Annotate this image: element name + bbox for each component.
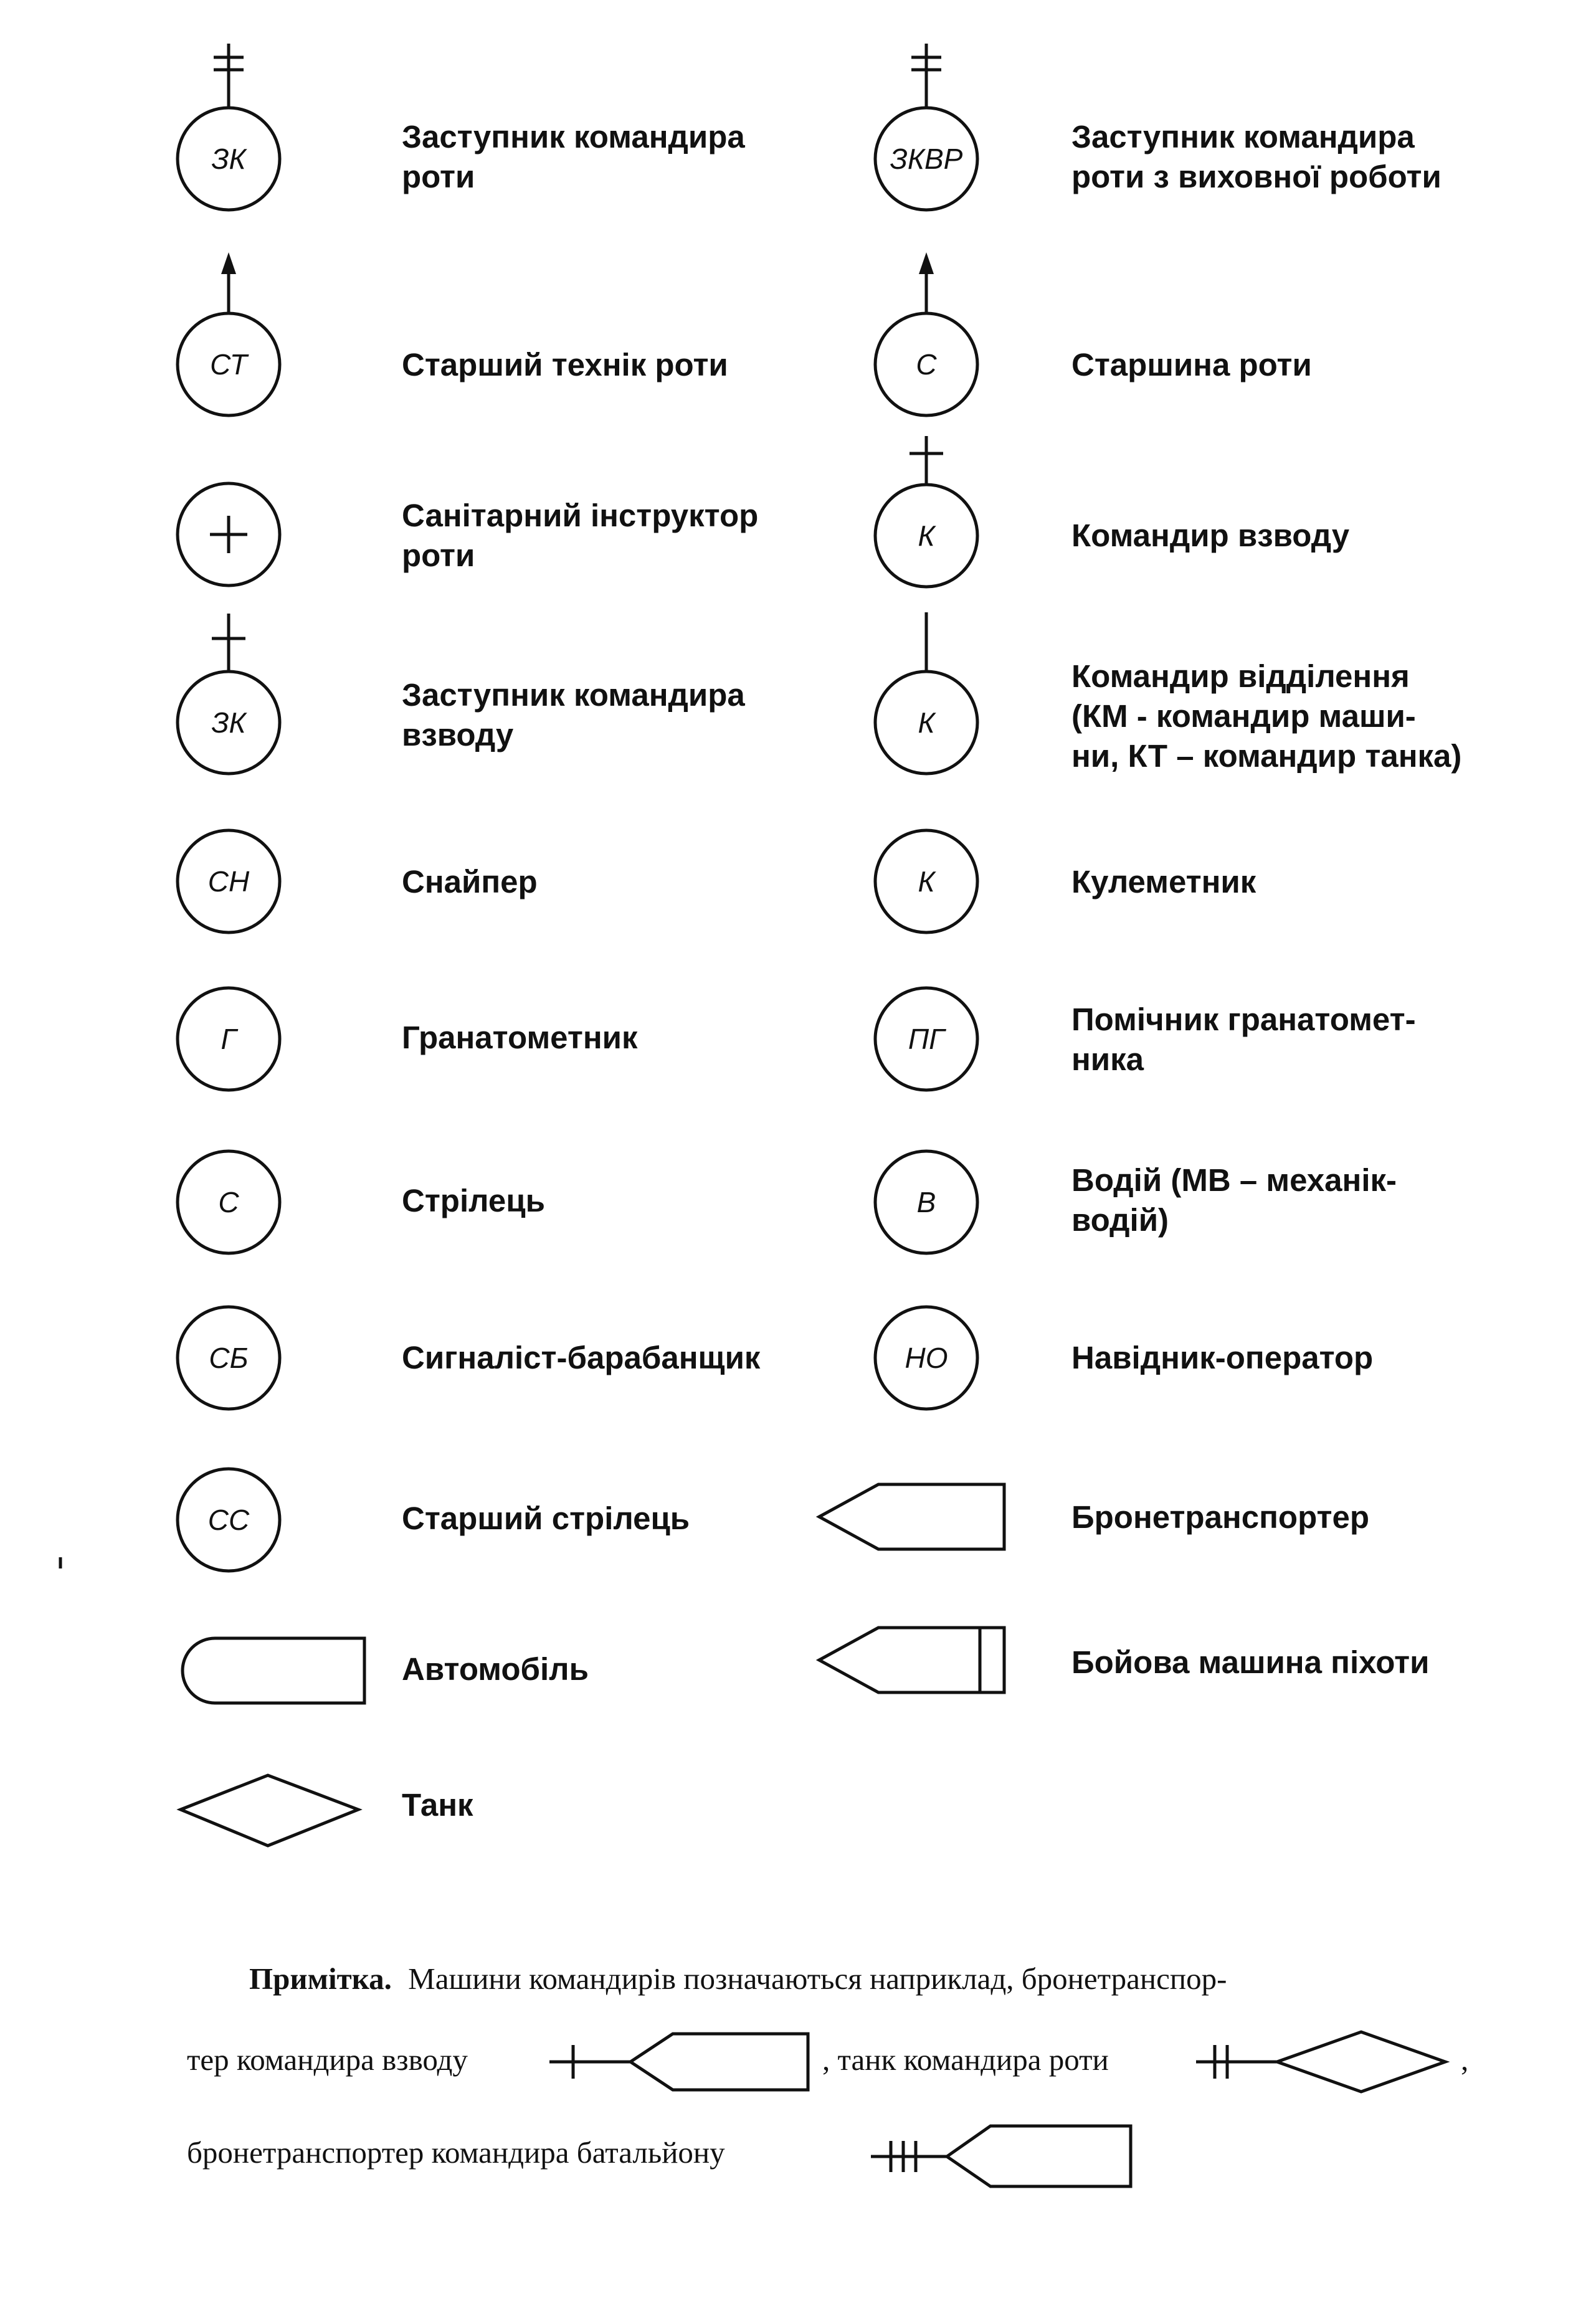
- label-platoon-commander: Командир взводу: [1071, 518, 1350, 553]
- svg-text:К: К: [918, 520, 935, 552]
- symbol-driver: [875, 1151, 977, 1253]
- svg-text:ЗКВР: ЗКВР: [890, 143, 963, 175]
- symbol-deputy-company-commander: [178, 44, 280, 210]
- label-machine-gunner: Кулеметник: [1071, 864, 1256, 899]
- label-deputy-company-commander: Заступник командира роти: [402, 119, 745, 194]
- symbol-tank: [181, 1775, 358, 1846]
- svg-text:СС: СС: [207, 1504, 250, 1536]
- symbol-rifleman: [178, 1151, 280, 1253]
- label-ifv: Бойова машина піхоти: [1071, 1644, 1430, 1680]
- label-gunner-operator: Навідник-оператор: [1071, 1340, 1374, 1375]
- label-car: Автомобіль: [402, 1651, 589, 1687]
- svg-text:ПГ: ПГ: [908, 1023, 945, 1055]
- symbol-assistant-grenadier: [875, 988, 977, 1090]
- label-deputy-platoon-commander: Заступник командира взводу: [402, 677, 745, 752]
- note-line-2a: тер командира взводу: [187, 2043, 468, 2077]
- symbol-ifv: [819, 1628, 1004, 1692]
- svg-text:СБ: СБ: [209, 1342, 249, 1374]
- svg-text:К: К: [918, 706, 935, 739]
- note-line-3: бронетранспортер командира батальйону: [187, 2135, 725, 2170]
- symbol-senior-technician: [178, 252, 280, 415]
- label-senior-rifleman: Старший стрілець: [402, 1501, 690, 1536]
- symbol-apc: [819, 1484, 1004, 1549]
- label-driver: Водій (МВ – механік- водій): [1071, 1162, 1397, 1238]
- symbol-squad-commander: [875, 612, 977, 774]
- symbol-medical-instructor: [178, 483, 280, 586]
- label-tank: Танк: [402, 1787, 473, 1823]
- symbol-sniper: [178, 830, 280, 932]
- symbol-senior-rifleman: [178, 1469, 280, 1571]
- symbol-deputy-platoon-commander: [178, 614, 280, 774]
- label-grenade-launcher: Гранатометник: [402, 1020, 638, 1055]
- note-line-1: Примітка. Машини командирів позначаються наприклад, бронетранспор-: [249, 1962, 1227, 1996]
- label-senior-technician: Старший технік роти: [402, 347, 728, 382]
- label-assistant-grenadier: Помічник гранатомет- ника: [1071, 1002, 1416, 1077]
- symbol-gunner-operator: [875, 1307, 977, 1409]
- svg-text:СТ: СТ: [210, 348, 247, 381]
- svg-text:СН: СН: [207, 865, 250, 898]
- inline-symbol-platoon-commander-apc: [549, 2034, 808, 2090]
- svg-text:С: С: [916, 348, 937, 381]
- label-rifleman: Стрілець: [402, 1183, 545, 1218]
- label-sergeant-major: Старшина роти: [1071, 347, 1312, 382]
- label-signaller-drummer: Сигналіст-барабанщик: [402, 1340, 761, 1375]
- note-line-2c: ,: [1461, 2043, 1469, 2077]
- label-medical-instructor: Санітарний інструктор роти: [402, 498, 759, 573]
- svg-text:НО: НО: [905, 1342, 948, 1374]
- svg-text:Г: Г: [221, 1023, 237, 1055]
- symbol-deputy-educational-work: [875, 44, 977, 210]
- symbol-machine-gunner: [875, 830, 977, 932]
- label-deputy-educational-work: Заступник командира роти з виховної роботи: [1071, 119, 1442, 194]
- note-line-2b: , танк командира роти: [822, 2043, 1109, 2077]
- symbol-platoon-commander: [875, 436, 977, 587]
- inline-symbol-company-commander-tank: [1196, 2032, 1445, 2092]
- symbol-sergeant-major: [875, 252, 977, 415]
- svg-text:ЗК: ЗК: [211, 143, 246, 175]
- svg-text:ЗК: ЗК: [211, 706, 246, 739]
- label-apc: Бронетранспортер: [1071, 1499, 1370, 1535]
- symbol-car: [183, 1638, 364, 1703]
- label-squad-commander: Командир відділення (КМ - командир маши- ни, КТ – командир танка): [1071, 658, 1462, 774]
- svg-text:К: К: [918, 865, 935, 898]
- symbol-grenade-launcher: [178, 988, 280, 1090]
- svg-text:С: С: [218, 1186, 239, 1218]
- label-sniper: Снайпер: [402, 864, 538, 899]
- svg-text:В: В: [916, 1186, 936, 1218]
- inline-symbol-battalion-commander-apc: [871, 2126, 1131, 2186]
- symbol-signaller-drummer: [178, 1307, 280, 1409]
